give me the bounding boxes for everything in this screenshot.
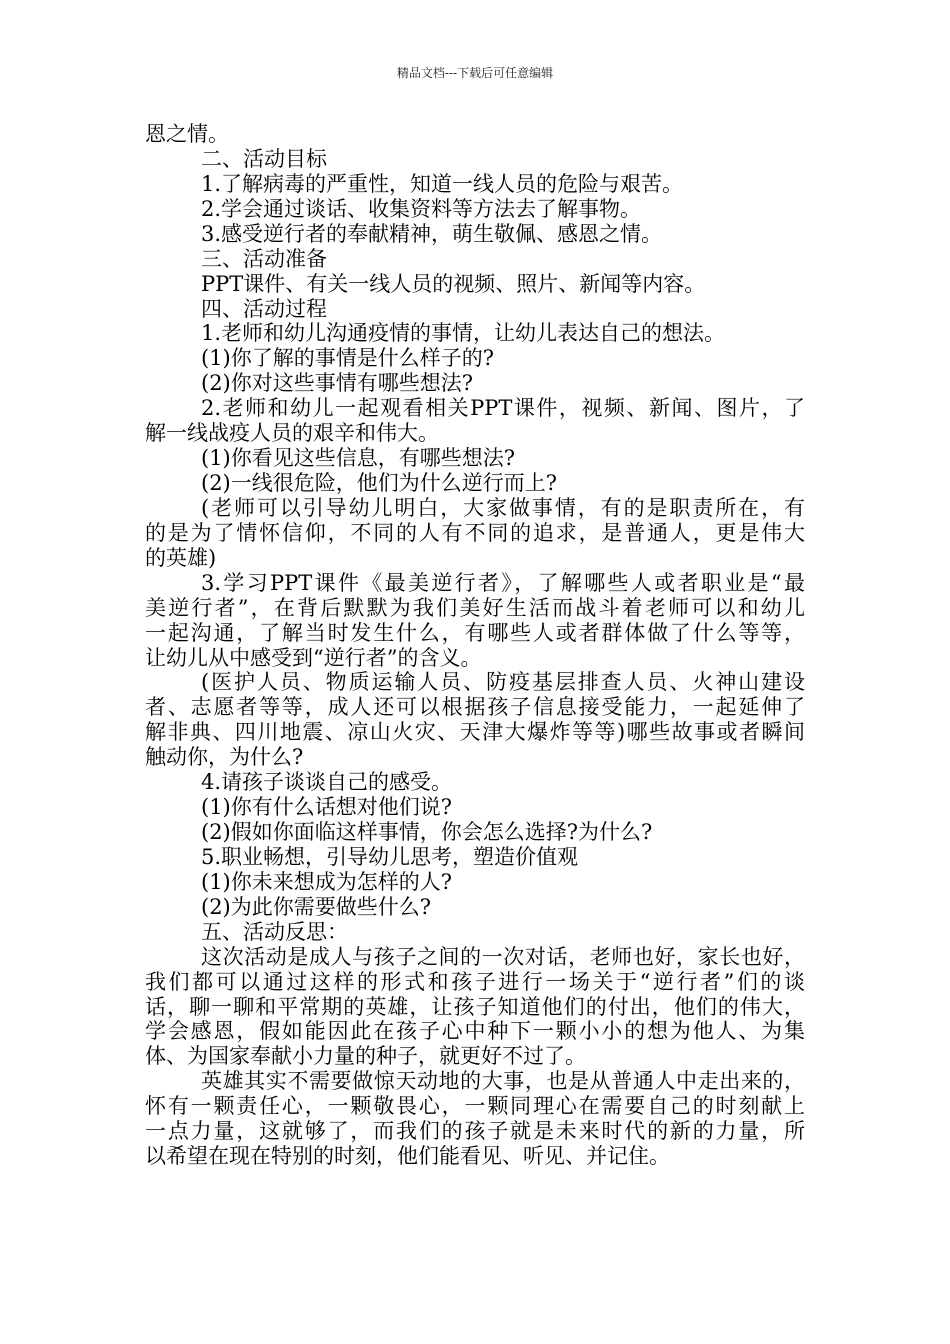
text-line: (2)为此你需要做些什么?	[201, 894, 432, 919]
text-line: 体、为国家奉献小力量的种子，就更好不过了。	[145, 1044, 586, 1069]
text-line: 以希望在现在特别的时刻，他们能看见、听见、并记住。	[145, 1144, 670, 1169]
text-line: 学会感恩，假如能因此在孩子心中种下一颗小小的想为他人、为集	[145, 1019, 805, 1044]
text-line: 三、活动准备	[201, 246, 327, 271]
text-line: 话，聊一聊和平常期的英雄，让孩子知道他们的付出，他们的伟大，	[145, 994, 805, 1019]
text-line: 二、活动目标	[201, 146, 327, 171]
text-line: (1)你有什么话想对他们说?	[201, 795, 453, 820]
text-line: 这次活动是成人与孩子之间的一次对话，老师也好，家长也好，	[201, 944, 805, 969]
text-line: 3.感受逆行者的奉献精神，萌生敬佩、感恩之情。	[201, 221, 663, 246]
text-line: (2)假如你面临这样事情，你会怎么选择?为什么?	[201, 820, 653, 845]
text-line: (2)你对这些事情有哪些想法?	[201, 371, 474, 396]
text-line: (老师可以引导幼儿明白，大家做事情，有的是职责所在，有	[201, 495, 805, 520]
text-line: 的英雄)	[145, 545, 217, 570]
text-line: 我们都可以通过这样的形式和孩子进行一场关于“逆行者”们的谈	[145, 969, 805, 994]
text-line: 触动你，为什么?	[145, 745, 304, 770]
text-line: 英雄其实不需要做惊天动地的大事，也是从普通人中走出来的，	[201, 1069, 805, 1094]
text-line: 5.职业畅想，引导幼儿思考，塑造价值观	[201, 844, 579, 869]
text-line: (1)你看见这些信息，有哪些想法?	[201, 446, 516, 471]
text-line: 2.学会通过谈话、收集资料等方法去了解事物。	[201, 196, 642, 221]
text-line: 3.学习PPT课件《最美逆行者》，了解哪些人或者职业是“最	[201, 570, 805, 595]
text-line: 五、活动反思：	[201, 919, 348, 944]
text-line: 者、志愿者等等，成人还可以根据孩子信息接受能力，一起延伸了	[145, 695, 805, 720]
text-line: (1)你未来想成为怎样的人?	[201, 869, 453, 894]
text-line: 一点力量，这就够了，而我们的孩子就是未来时代的新的力量，所	[145, 1119, 805, 1144]
text-line: 2.老师和幼儿一起观看相关PPT课件，视频、新闻、图片，了	[201, 396, 805, 421]
text-line: 美逆行者”，在背后默默为我们美好生活而战斗着老师可以和幼儿	[145, 595, 805, 620]
text-line: 解一线战疫人员的艰辛和伟大。	[145, 421, 439, 446]
text-line: 解非典、四川地震、凉山火灾、天津大爆炸等等)哪些故事或者瞬间	[145, 720, 805, 745]
text-line: (医护人员、物质运输人员、防疫基层排查人员、火神山建设	[201, 670, 805, 695]
text-line: 的是为了情怀信仰，不同的人有不同的追求，是普通人，更是伟大	[145, 520, 805, 545]
text-line: (1)你了解的事情是什么样子的?	[201, 346, 495, 371]
text-line: 让幼儿从中感受到“逆行者”的含义。	[145, 645, 482, 670]
page-header: 精品文档---下载后可任意编辑	[396, 66, 554, 80]
text-line: 1.了解病毒的严重性，知道一线人员的危险与艰苦。	[201, 171, 684, 196]
text-line: 恩之情。	[145, 122, 229, 146]
text-line: 1.老师和幼儿沟通疫情的事情，让幼儿表达自己的想法。	[201, 321, 726, 346]
text-line: 4.请孩子谈谈自己的感受。	[201, 770, 453, 795]
text-line: 四、活动过程	[201, 296, 327, 321]
text-line: 怀有一颗责任心，一颗敬畏心，一颗同理心在需要自己的时刻献上	[145, 1094, 805, 1119]
text-line: 一起沟通，了解当时发生什么，有哪些人或者群体做了什么等等，	[145, 620, 805, 645]
text-line: (2)一线很危险，他们为什么逆行而上?	[201, 471, 558, 496]
text-line: PPT课件、有关一线人员的视频、照片、新闻等内容。	[201, 271, 706, 296]
